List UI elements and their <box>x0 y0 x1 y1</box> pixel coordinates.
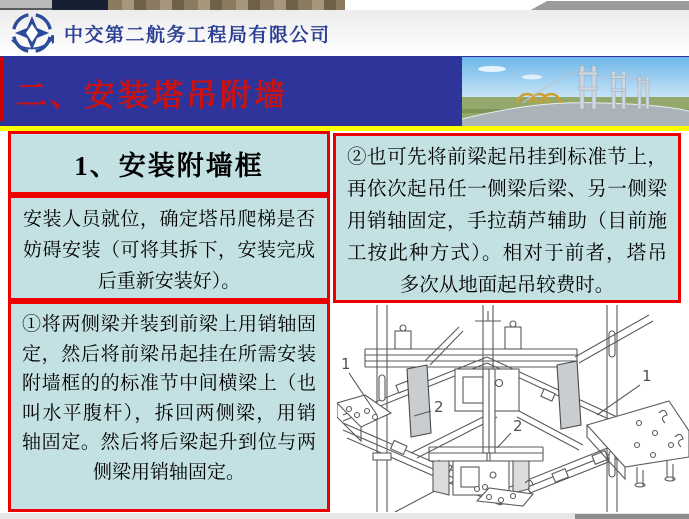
subsection-title: 1、安装附墙框 <box>74 150 264 181</box>
diagram-label-2-b: 2 <box>513 417 523 435</box>
bridge-photo <box>462 57 689 128</box>
thumbnail-photo <box>0 0 52 10</box>
thumbnail-photo <box>52 0 108 10</box>
company-name: 中交第二航务工程局有限公司 <box>64 24 331 46</box>
slide-header <box>0 10 689 56</box>
banner-red-edge <box>0 57 4 121</box>
top-thumbnail-strip <box>0 0 345 10</box>
thumbnail-photo <box>108 0 345 10</box>
step1-box: ①将两侧梁并装到前梁上用销轴固定，然后将前梁吊起挂在所需安装附墙框的的标准节中间横梁上（也叫水平腹杆），拆回两侧梁，用销轴固定。然后将后梁起升到位与两侧梁用销轴固定。 <box>8 301 330 512</box>
diagram-label-1-right: 1 <box>642 367 652 385</box>
bottom-strip-dark <box>575 514 689 519</box>
step2-box: ②也可先将前梁起吊挂到标准节上，再依次起吊任一侧梁后梁、另一侧梁用销轴固定，手拉葫芦辅助（目前施工按此种方式）。相对于前者，塔吊多次从地面起吊较费时。 <box>333 133 681 303</box>
note-box: 安装人员就位，确定塔吊爬梯是否妨碍安装（可将其拆下，安装完成后重新安装好）。 <box>8 195 330 301</box>
cccc-logo-icon <box>10 11 54 55</box>
attachment-frame-diagram <box>337 305 689 512</box>
diagram-label-2-a: 2 <box>434 398 444 416</box>
subsection-title-box <box>8 131 330 195</box>
section-banner-title: 二、安装塔吊附墙 <box>16 78 288 113</box>
diagram-label-1-left: 1 <box>341 355 351 373</box>
